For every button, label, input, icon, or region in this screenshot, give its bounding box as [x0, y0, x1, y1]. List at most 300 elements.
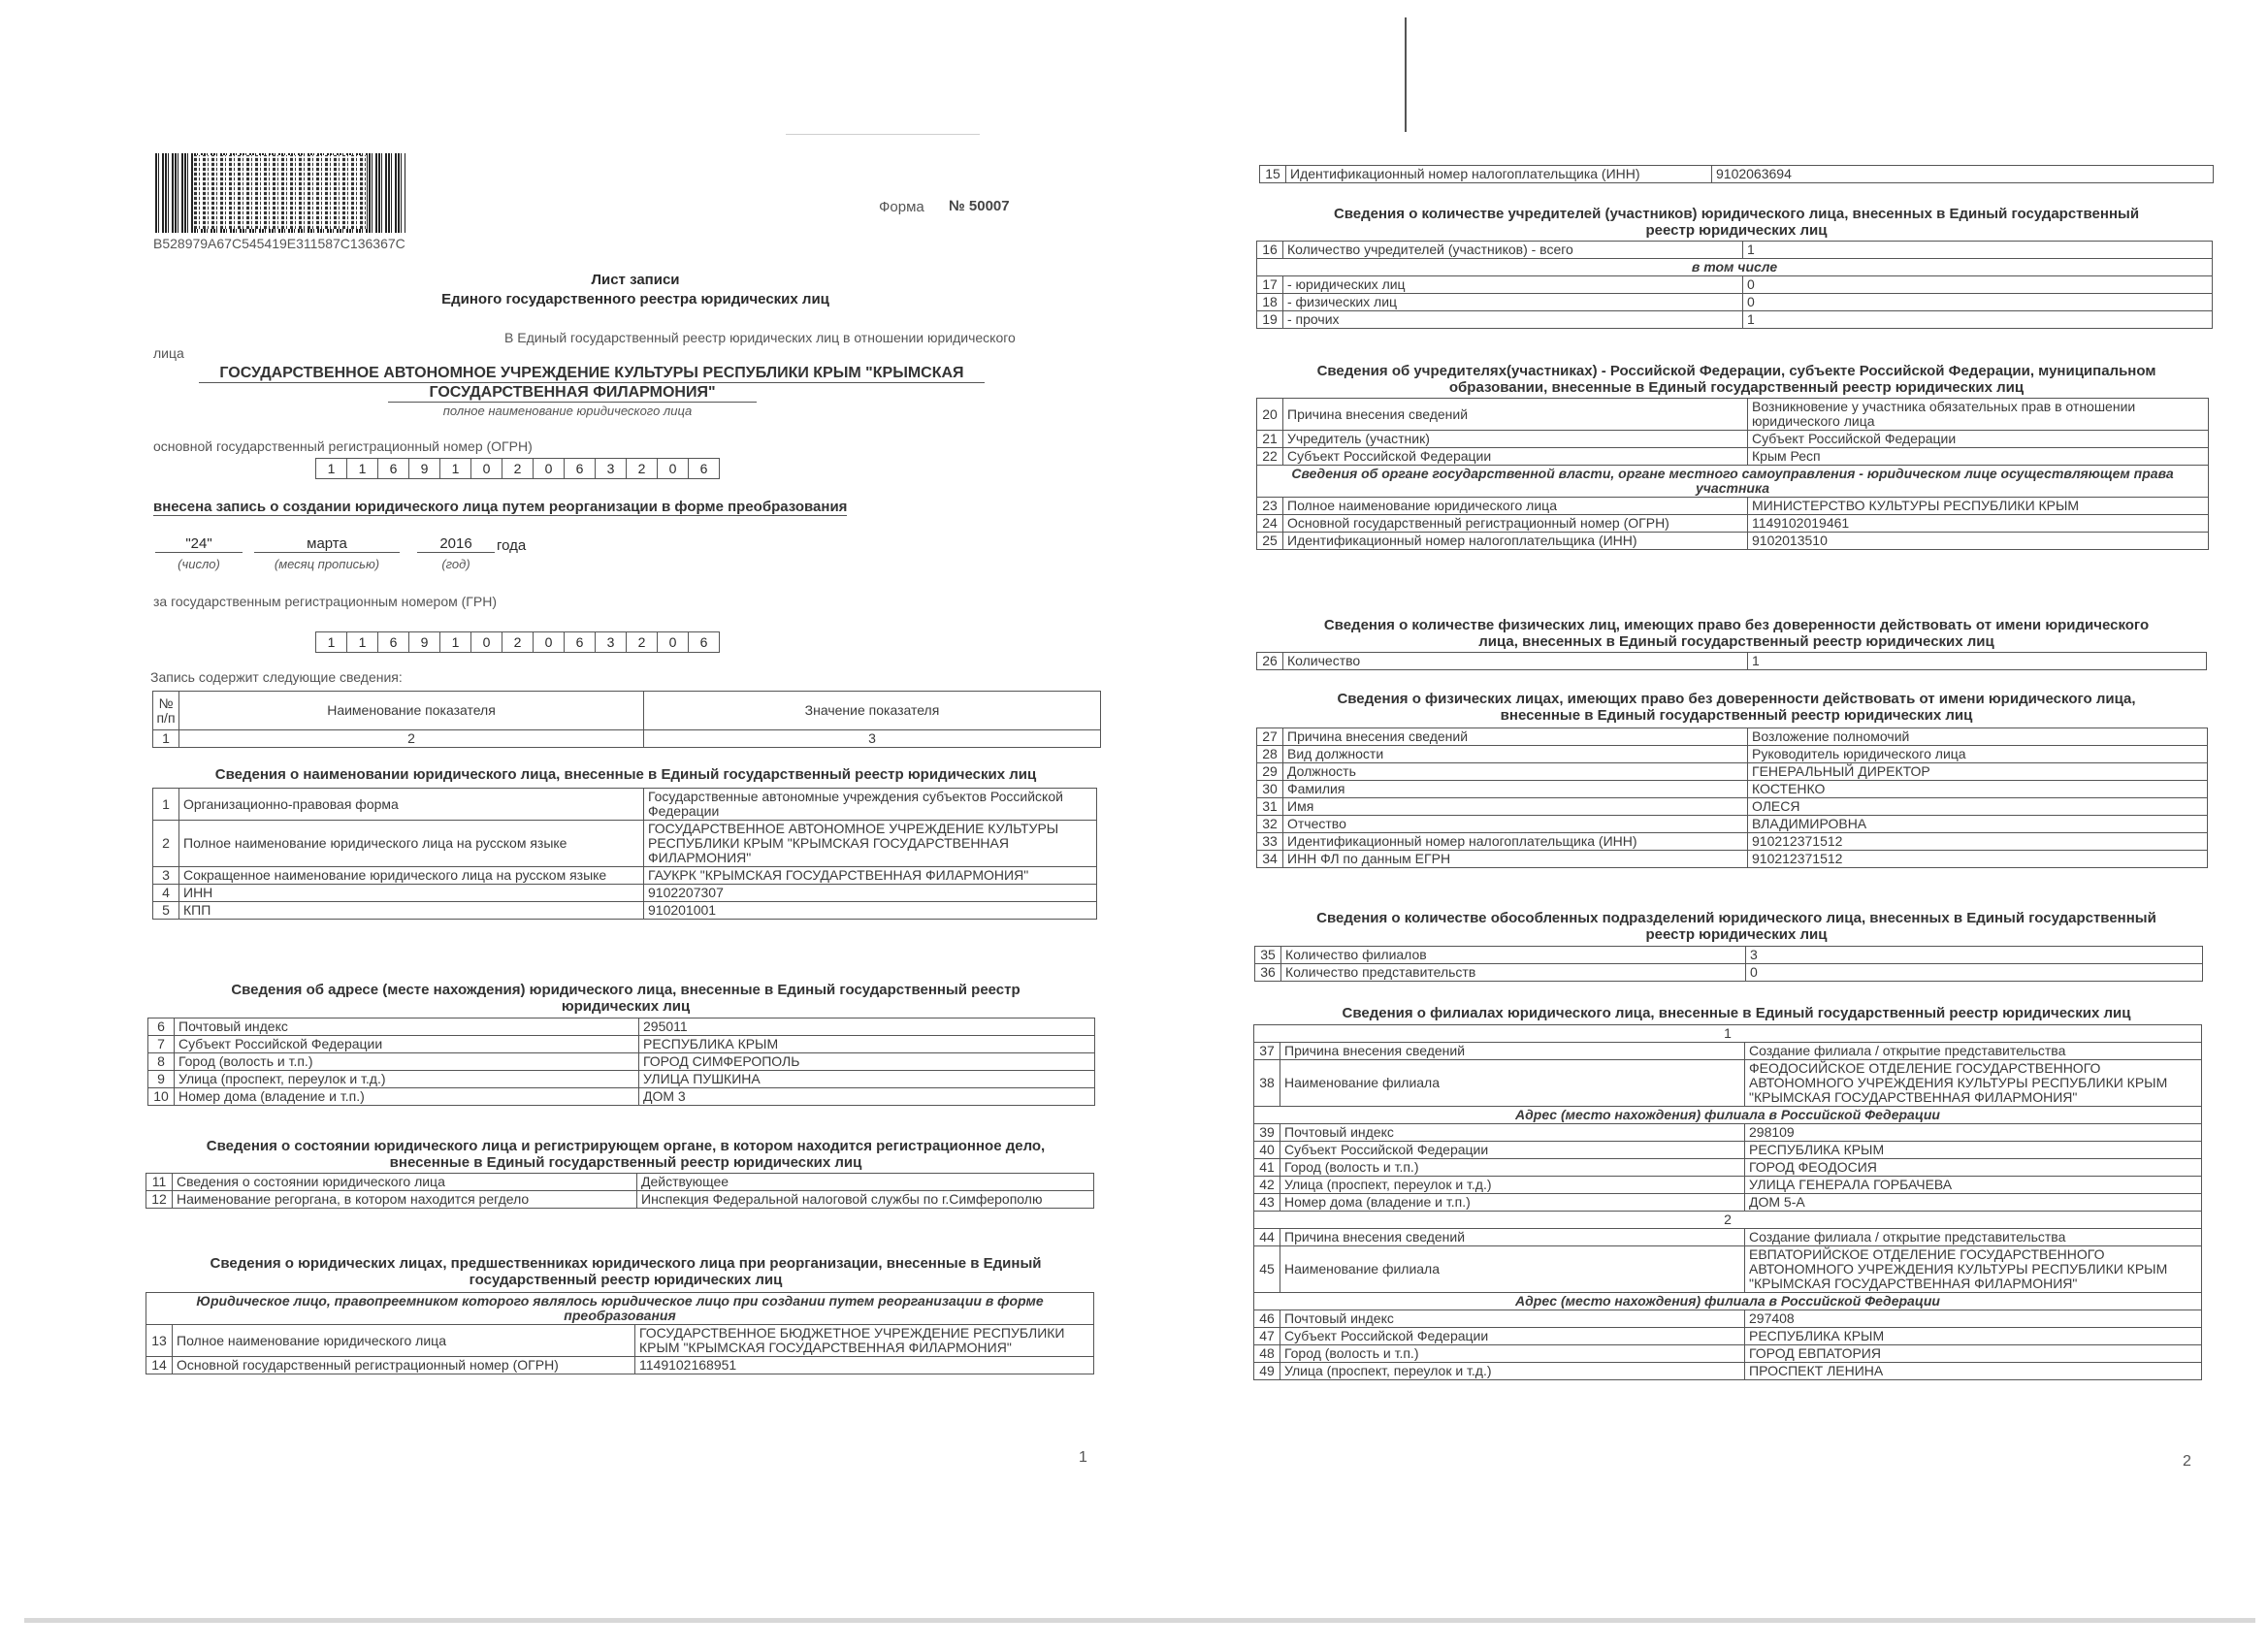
row-name: Причина внесения сведений: [1283, 399, 1748, 431]
grn-label: за государственным регистрационным номером (ГРН): [153, 594, 497, 609]
row-number: 24: [1257, 515, 1283, 533]
row-name: Наименование филиала: [1280, 1060, 1745, 1107]
sec4-table: [146, 1292, 1094, 1374]
row-value: ВЛАДИМИРОВНА: [1748, 816, 2208, 833]
row-name: Город (волость и т.п.): [1280, 1159, 1745, 1177]
row-name: Идентификационный номер налогоплательщика (ИНН): [1283, 833, 1748, 851]
row-number: 32: [1257, 816, 1283, 833]
row-name: Причина внесения сведений: [1280, 1043, 1745, 1060]
digit-box: 1: [315, 631, 347, 653]
row-value: ПРОСПЕКТ ЛЕНИНА: [1745, 1363, 2202, 1380]
table-row: [153, 821, 1097, 867]
row-name: Учредитель (участник): [1283, 431, 1748, 448]
digit-box: 6: [378, 458, 409, 479]
page-number-2: 2: [2183, 1453, 2191, 1470]
row-value: 910212371512: [1748, 851, 2208, 868]
table-row: [1257, 294, 2213, 311]
digit-box: 6: [689, 631, 720, 653]
row-name: Субъект Российской Федерации: [175, 1036, 639, 1053]
table-row: [1257, 498, 2209, 515]
row-number: 41: [1254, 1159, 1280, 1177]
row-name: Основной государственный регистрационный номер (ОГРН): [173, 1357, 635, 1374]
sec7-title-1: Сведения о количестве физических лиц, имеющих право без доверенности действовать от имени юридического: [1323, 617, 2150, 633]
row-name: Номер дома (владение и т.п.): [175, 1088, 639, 1106]
row-number: 6: [148, 1018, 175, 1036]
sec3-title-2: внесенные в Единый государственный реестр юридических лиц: [389, 1154, 862, 1171]
row-number: 9: [148, 1071, 175, 1088]
row-number: 7: [148, 1036, 175, 1053]
row-value: ФЕОДОСИЙСКОЕ ОТДЕЛЕНИЕ ГОСУДАРСТВЕННОГО АВТОНОМНОГО УЧРЕЖДЕНИЯ КУЛЬТУРЫ РЕСПУБЛИКИ КРЫМ "КРЫМСКАЯ ГОСУДАРСТВЕННАЯ ФИЛАРМОНИЯ": [1745, 1060, 2202, 1107]
intro-text: В Единый государственный реестр юридических лиц в отношении юридического: [504, 330, 1016, 345]
row-value: Возникновение у участника обязательных прав в отношении юридического лица: [1748, 399, 2209, 431]
row-value: ГОСУДАРСТВЕННОЕ БЮДЖЕТНОЕ УЧРЕЖДЕНИЕ РЕСПУБЛИКИ КРЫМ "КРЫМСКАЯ ГОСУДАРСТВЕННАЯ ФИЛАРМОНИЯ": [635, 1325, 1094, 1357]
branch-1-address-header: Адрес (место нахождения) филиала в Российской Федерации: [1254, 1107, 2202, 1124]
table-row: [148, 1036, 1095, 1053]
row-name: - физических лиц: [1283, 294, 1743, 311]
row-number: 27: [1257, 728, 1283, 746]
branch-1-index: 1: [1254, 1025, 2202, 1043]
digit-box: 2: [502, 458, 534, 479]
sec6-subheader: Сведения об органе государственной власти, органе местного самоуправления - юридическом лице осуществляющем права участника: [1257, 466, 2209, 498]
row-value: ДОМ 5-А: [1745, 1194, 2202, 1212]
date-day: "24": [155, 535, 243, 553]
row-number: 1: [153, 789, 179, 821]
row-number: 47: [1254, 1328, 1280, 1345]
table-row: [1257, 311, 2213, 329]
sec3-table: [146, 1173, 1094, 1209]
sec3-title-1: Сведения о состоянии юридического лица и регистрирующем органе, в котором находится регистрационное дело,: [206, 1138, 1046, 1154]
row-number: 29: [1257, 763, 1283, 781]
table-row: [153, 867, 1097, 885]
row-value: 0: [1743, 276, 2213, 294]
digit-box: 0: [658, 458, 689, 479]
sec5-subheader: в том числе: [1257, 259, 2213, 276]
row-value: 1149102168951: [635, 1357, 1094, 1374]
row-value: УЛИЦА ПУШКИНА: [639, 1071, 1095, 1088]
table-row: [1257, 276, 2213, 294]
record-text: внесена запись о создании юридического лица путем реорганизации в форме преобразования: [153, 499, 848, 515]
sec6-title-1: Сведения об учредителях(участниках) - Российской Федерации, субъекте Российской Федерации, муниципальном: [1316, 363, 2156, 379]
table-row: [1254, 1025, 2202, 1043]
table-row: [146, 1357, 1094, 1374]
row-number: 28: [1257, 746, 1283, 763]
row-number: 25: [1257, 533, 1283, 550]
date-month: марта: [254, 535, 400, 553]
table-row: [153, 902, 1097, 920]
table-row: [1254, 1043, 2202, 1060]
header-idx-3: 3: [644, 730, 1101, 748]
row-value: ГОСУДАРСТВЕННОЕ АВТОНОМНОЕ УЧРЕЖДЕНИЕ КУЛЬТУРЫ РЕСПУБЛИКИ КРЫМ "КРЫМСКАЯ ГОСУДАРСТВЕННАЯ ФИЛАРМОНИЯ": [644, 821, 1097, 867]
sec4-title-2: государственный реестр юридических лиц: [469, 1272, 783, 1288]
sec7-table: [1256, 652, 2207, 670]
row-number: 18: [1257, 294, 1283, 311]
page-1: [0, 0, 1125, 1639]
digit-box: 6: [378, 631, 409, 653]
row-value: ГЕНЕРАЛЬНЫЙ ДИРЕКТОР: [1748, 763, 2208, 781]
row-name: Идентификационный номер налогоплательщика (ИНН): [1283, 533, 1748, 550]
row-name: Город (волость и т.п.): [175, 1053, 639, 1071]
digit-box: 6: [565, 458, 596, 479]
row-value: Создание филиала / открытие представительства: [1745, 1043, 2202, 1060]
table-row: [1257, 448, 2209, 466]
row-name: Фамилия: [1283, 781, 1748, 798]
page-2: [1251, 0, 2268, 1639]
row-name: Почтовый индекс: [1280, 1310, 1745, 1328]
date-year-caption: (год): [441, 557, 470, 571]
row-name: ИНН: [179, 885, 644, 902]
row-name: Улица (проспект, переулок и т.д.): [1280, 1177, 1745, 1194]
row-number: 44: [1254, 1229, 1280, 1246]
row-name: - юридических лиц: [1283, 276, 1743, 294]
row-value: 9102013510: [1748, 533, 2209, 550]
sheet-title-2: Единого государственного реестра юридических лиц: [441, 291, 829, 307]
row-name: Должность: [1283, 763, 1748, 781]
row-number: 12: [146, 1191, 173, 1209]
row-name: Субъект Российской Федерации: [1283, 448, 1748, 466]
table-row: [153, 885, 1097, 902]
header-value: Значение показателя: [644, 692, 1101, 730]
table-row: [1257, 763, 2208, 781]
table-row: [1257, 533, 2209, 550]
row-name: Причина внесения сведений: [1283, 728, 1748, 746]
row-value: 0: [1746, 964, 2203, 982]
digit-box: 1: [347, 631, 378, 653]
row-value: Инспекция Федеральной налоговой службы по г.Симферополю: [637, 1191, 1094, 1209]
row-name: Вид должности: [1283, 746, 1748, 763]
row-name: Полное наименование юридического лица: [1283, 498, 1748, 515]
table-row: [1254, 1246, 2202, 1293]
table-row: [148, 1071, 1095, 1088]
header-name: Наименование показателя: [179, 692, 644, 730]
row-value: ГОРОД ЕВПАТОРИЯ: [1745, 1345, 2202, 1363]
table-row: [1254, 1229, 2202, 1246]
table-row: [1254, 1212, 2202, 1229]
barcode-pattern: [194, 155, 367, 229]
row-name: Наименование филиала: [1280, 1246, 1745, 1293]
row-name: Сведения о состоянии юридического лица: [173, 1174, 637, 1191]
table-row: [1257, 746, 2208, 763]
sec2-table: [147, 1018, 1095, 1106]
date-year-suffix: года: [497, 537, 527, 554]
table-row: [1257, 399, 2209, 431]
row-number: 42: [1254, 1177, 1280, 1194]
row-value: Создание филиала / открытие представительства: [1745, 1229, 2202, 1246]
row-name: Номер дома (владение и т.п.): [1280, 1194, 1745, 1212]
digit-box: 9: [409, 631, 440, 653]
row-name: Улица (проспект, переулок и т.д.): [1280, 1363, 1745, 1380]
digit-box: 2: [502, 631, 534, 653]
row-value: РЕСПУБЛИКА КРЫМ: [1745, 1142, 2202, 1159]
digit-box: 1: [347, 458, 378, 479]
row-name: Основной государственный регистрационный номер (ОГРН): [1283, 515, 1748, 533]
row-number: 48: [1254, 1345, 1280, 1363]
row-name: Количество: [1283, 653, 1748, 670]
org-name-line1: ГОСУДАРСТВЕННОЕ АВТОНОМНОЕ УЧРЕЖДЕНИЕ КУЛЬТУРЫ РЕСПУБЛИКИ КРЫМ "КРЫМСКАЯ: [199, 365, 985, 383]
form-label: Форма: [879, 199, 924, 215]
table-row: [1257, 466, 2209, 498]
row-name: Имя: [1283, 798, 1748, 816]
row-number: 4: [153, 885, 179, 902]
sec8-title-1: Сведения о физических лицах, имеющих право без доверенности действовать от имени юридического лица,: [1337, 691, 2136, 707]
sec5-table: [1256, 241, 2213, 329]
row-value: Государственные автономные учреждения субъектов Российской Федерации: [644, 789, 1097, 821]
row-number: 36: [1255, 964, 1281, 982]
table-row: [1254, 1345, 2202, 1363]
row-number: 45: [1254, 1246, 1280, 1293]
row-number: 30: [1257, 781, 1283, 798]
row-value: 1149102019461: [1748, 515, 2209, 533]
record-contains: Запись содержит следующие сведения:: [150, 669, 403, 685]
grn-digit-boxes: [315, 631, 720, 653]
digit-box: 0: [534, 458, 565, 479]
row-value: ГАУКРК "КРЫМСКАЯ ГОСУДАРСТВЕННАЯ ФИЛАРМОНИЯ": [644, 867, 1097, 885]
table-row: [1257, 798, 2208, 816]
sec10-table: [1253, 1024, 2202, 1380]
table-row: [1254, 1363, 2202, 1380]
row-value: 0: [1743, 294, 2213, 311]
row-number: 15: [1260, 166, 1286, 183]
sec8-title-2: внесенные в Единый государственный реестр юридических лиц: [1500, 707, 1973, 724]
row-name: Количество учредителей (участников) - всего: [1283, 242, 1743, 259]
intro-text-2: лица: [153, 345, 184, 361]
sec9-title-1: Сведения о количестве обособленных подразделений юридического лица, внесенных в Единый государственный: [1316, 910, 2156, 926]
row-number: 8: [148, 1053, 175, 1071]
row-value: 298109: [1745, 1124, 2202, 1142]
row-name: Субъект Российской Федерации: [1280, 1142, 1745, 1159]
digit-box: 0: [471, 631, 502, 653]
row-name: Идентификационный номер налогоплательщика (ИНН): [1286, 166, 1712, 183]
table-row: [1254, 1177, 2202, 1194]
row-number: 2: [153, 821, 179, 867]
row-value: ЕВПАТОРИЙСКОЕ ОТДЕЛЕНИЕ ГОСУДАРСТВЕННОГО АВТОНОМНОГО УЧРЕЖДЕНИЯ КУЛЬТУРЫ РЕСПУБЛИКИ КРЫМ "КРЫМСКАЯ ГОСУДАРСТВЕННАЯ ФИЛАРМОНИЯ": [1745, 1246, 2202, 1293]
row-value: 9102063694: [1712, 166, 2214, 183]
sec7-title-2: лица, внесенных в Единый государственный реестр юридических лиц: [1478, 633, 1994, 650]
row-value: 910201001: [644, 902, 1097, 920]
row-number: 49: [1254, 1363, 1280, 1380]
digit-box: 6: [565, 631, 596, 653]
row-value: Крым Респ: [1748, 448, 2209, 466]
row-number: 35: [1255, 947, 1281, 964]
row-value: 9102207307: [644, 885, 1097, 902]
row-name: Отчество: [1283, 816, 1748, 833]
table-row: [1257, 242, 2213, 259]
digit-box: 0: [471, 458, 502, 479]
table-row: [1260, 166, 2214, 183]
table-row: [148, 1088, 1095, 1106]
row-name: Город (волость и т.п.): [1280, 1345, 1745, 1363]
digit-box: 6: [689, 458, 720, 479]
row-number: 43: [1254, 1194, 1280, 1212]
digit-box: 2: [627, 458, 658, 479]
row-number: 33: [1257, 833, 1283, 851]
table-row: [146, 1191, 1094, 1209]
row-number: 37: [1254, 1043, 1280, 1060]
row-number: 22: [1257, 448, 1283, 466]
row-number: 14: [146, 1357, 173, 1374]
date-year: 2016: [417, 535, 495, 553]
sec5-title-1: Сведения о количестве учредителей (участников) юридического лица, внесенных в Единый государственный: [1333, 206, 2140, 222]
digit-box: 1: [440, 458, 471, 479]
row-name: Причина внесения сведений: [1280, 1229, 1745, 1246]
table-row: [1257, 515, 2209, 533]
row-value: 1: [1743, 311, 2213, 329]
row-number: 3: [153, 867, 179, 885]
table-row: [1255, 947, 2203, 964]
row-number: 34: [1257, 851, 1283, 868]
table-row: [153, 789, 1097, 821]
row-value: РЕСПУБЛИКА КРЫМ: [1745, 1328, 2202, 1345]
row-number: 19: [1257, 311, 1283, 329]
row-number: 21: [1257, 431, 1283, 448]
table-row: [1254, 1107, 2202, 1124]
digit-box: 1: [440, 631, 471, 653]
sec6-title-2: образовании, внесенные в Единый государственный реестр юридических лиц: [1448, 379, 2025, 396]
header-no: № п/п: [153, 692, 179, 730]
sec1-table: [152, 788, 1097, 920]
date-day-caption: (число): [178, 557, 220, 571]
row-name: - прочих: [1283, 311, 1743, 329]
sec5-title-2: реестр юридических лиц: [1645, 222, 1828, 239]
sec6-table: [1256, 398, 2209, 550]
row-name: Полное наименование юридического лица: [173, 1325, 635, 1357]
barcode-code: B528979A67C545419E311587C136367C: [153, 236, 405, 251]
digit-box: 9: [409, 458, 440, 479]
date-month-caption: (месяц прописью): [274, 557, 380, 571]
row-value: Субъект Российской Федерации: [1748, 431, 2209, 448]
table-row: [1254, 1142, 2202, 1159]
sec9-table: [1254, 946, 2203, 982]
sec8-table: [1256, 728, 2208, 868]
table-row: [146, 1174, 1094, 1191]
ogrn-label: основной государственный регистрационный номер (ОГРН): [153, 438, 533, 454]
row-name: Наименование регоргана, в котором находится регдело: [173, 1191, 637, 1209]
sec4-title-1: Сведения о юридических лицах, предшественниках юридического лица при реорганизации, внесенные в Единый: [210, 1255, 1042, 1272]
table-row: [1254, 1194, 2202, 1212]
row-number: 11: [146, 1174, 173, 1191]
row-value: 1: [1748, 653, 2207, 670]
table-row: [1257, 431, 2209, 448]
row-value: МИНИСТЕРСТВО КУЛЬТУРЫ РЕСПУБЛИКИ КРЫМ: [1748, 498, 2209, 515]
table-row: [1257, 781, 2208, 798]
row-number: 23: [1257, 498, 1283, 515]
header-idx-2: 2: [179, 730, 644, 748]
table-row: [1254, 1328, 2202, 1345]
sec1-title: Сведения о наименовании юридического лица, внесенные в Единый государственный реестр юридических лиц: [214, 766, 1037, 783]
row-value: Возложение полномочий: [1748, 728, 2208, 746]
row-number: 10: [148, 1088, 175, 1106]
row-value: УЛИЦА ГЕНЕРАЛА ГОРБАЧЕВА: [1745, 1177, 2202, 1194]
table-row: [1254, 1310, 2202, 1328]
row-number: 39: [1254, 1124, 1280, 1142]
row15-table: [1259, 165, 2214, 183]
table-row: [146, 1325, 1094, 1357]
row-number: 31: [1257, 798, 1283, 816]
row-value: КОСТЕНКО: [1748, 781, 2208, 798]
row-number: 46: [1254, 1310, 1280, 1328]
row-value: ГОРОД ФЕОДОСИЯ: [1745, 1159, 2202, 1177]
row-name: Субъект Российской Федерации: [1280, 1328, 1745, 1345]
row-name: Количество филиалов: [1281, 947, 1746, 964]
row-name: Улица (проспект, переулок и т.д.): [175, 1071, 639, 1088]
row-number: 5: [153, 902, 179, 920]
row-value: Действующее: [637, 1174, 1094, 1191]
row-value: 3: [1746, 947, 2203, 964]
branch-2-index: 2: [1254, 1212, 2202, 1229]
sec10-title: Сведения о филиалах юридического лица, внесенные в Единый государственный реестр юридических лиц: [1342, 1005, 2131, 1021]
row-value: ДОМ 3: [639, 1088, 1095, 1106]
table-row: [148, 1053, 1095, 1071]
digit-box: 1: [315, 458, 347, 479]
table-row: [146, 1293, 1094, 1325]
digit-box: 0: [658, 631, 689, 653]
sec4-subheader: Юридическое лицо, правопреемником которого являлось юридическое лицо при создании путем реорганизации в форме преобразования: [146, 1293, 1094, 1325]
row-value: 910212371512: [1748, 833, 2208, 851]
org-name-caption: полное наименование юридического лица: [442, 404, 693, 418]
row-name: Почтовый индекс: [175, 1018, 639, 1036]
header-idx-1: 1: [153, 730, 179, 748]
sec9-title-2: реестр юридических лиц: [1645, 926, 1828, 943]
row-number: 40: [1254, 1142, 1280, 1159]
row-value: 295011: [639, 1018, 1095, 1036]
row-value: ГОРОД СИМФЕРОПОЛЬ: [639, 1053, 1095, 1071]
table-row: [1257, 728, 2208, 746]
table-row: [1254, 1159, 2202, 1177]
sheet-title-1: Лист записи: [591, 272, 680, 288]
row-number: 26: [1257, 653, 1283, 670]
row-name: Полное наименование юридического лица на русском языке: [179, 821, 644, 867]
row-name: Организационно-правовая форма: [179, 789, 644, 821]
row-number: 20: [1257, 399, 1283, 431]
table-row: [1254, 1124, 2202, 1142]
row-number: 17: [1257, 276, 1283, 294]
row-number: 38: [1254, 1060, 1280, 1107]
sec2-title-1: Сведения об адресе (месте нахождения) юридического лица, внесенные в Единый государственный реестр: [231, 982, 1021, 998]
ogrn-digit-boxes: [315, 458, 720, 479]
row-name: Количество представительств: [1281, 964, 1746, 982]
org-name-line2: ГОСУДАРСТВЕННАЯ ФИЛАРМОНИЯ": [388, 384, 757, 403]
sec2-title-2: юридических лиц: [561, 998, 691, 1015]
row-value: ОЛЕСЯ: [1748, 798, 2208, 816]
row-name: ИНН ФЛ по данным ЕГРН: [1283, 851, 1748, 868]
digit-box: 3: [596, 631, 627, 653]
row-value: 297408: [1745, 1310, 2202, 1328]
table-row: [1257, 259, 2213, 276]
row-number: 13: [146, 1325, 173, 1357]
table-row: [1254, 1293, 2202, 1310]
branch-2-address-header: Адрес (место нахождения) филиала в Российской Федерации: [1254, 1293, 2202, 1310]
digit-box: 3: [596, 458, 627, 479]
row-value: 1: [1743, 242, 2213, 259]
table-row: [1257, 851, 2208, 868]
row-value: РЕСПУБЛИКА КРЫМ: [639, 1036, 1095, 1053]
header-table: [152, 691, 1101, 748]
table-row: [1257, 653, 2207, 670]
row-value: Руководитель юридического лица: [1748, 746, 2208, 763]
table-row: [1254, 1060, 2202, 1107]
row-number: 16: [1257, 242, 1283, 259]
page-number-1: 1: [1079, 1449, 1087, 1466]
table-row: [1257, 816, 2208, 833]
table-row: [1257, 833, 2208, 851]
table-row: [1255, 964, 2203, 982]
row-name: Почтовый индекс: [1280, 1124, 1745, 1142]
table-row: [148, 1018, 1095, 1036]
digit-box: 2: [627, 631, 658, 653]
row-name: Сокращенное наименование юридического лица на русском языке: [179, 867, 644, 885]
form-number: № 50007: [949, 198, 1010, 214]
digit-box: 0: [534, 631, 565, 653]
row-name: КПП: [179, 902, 644, 920]
